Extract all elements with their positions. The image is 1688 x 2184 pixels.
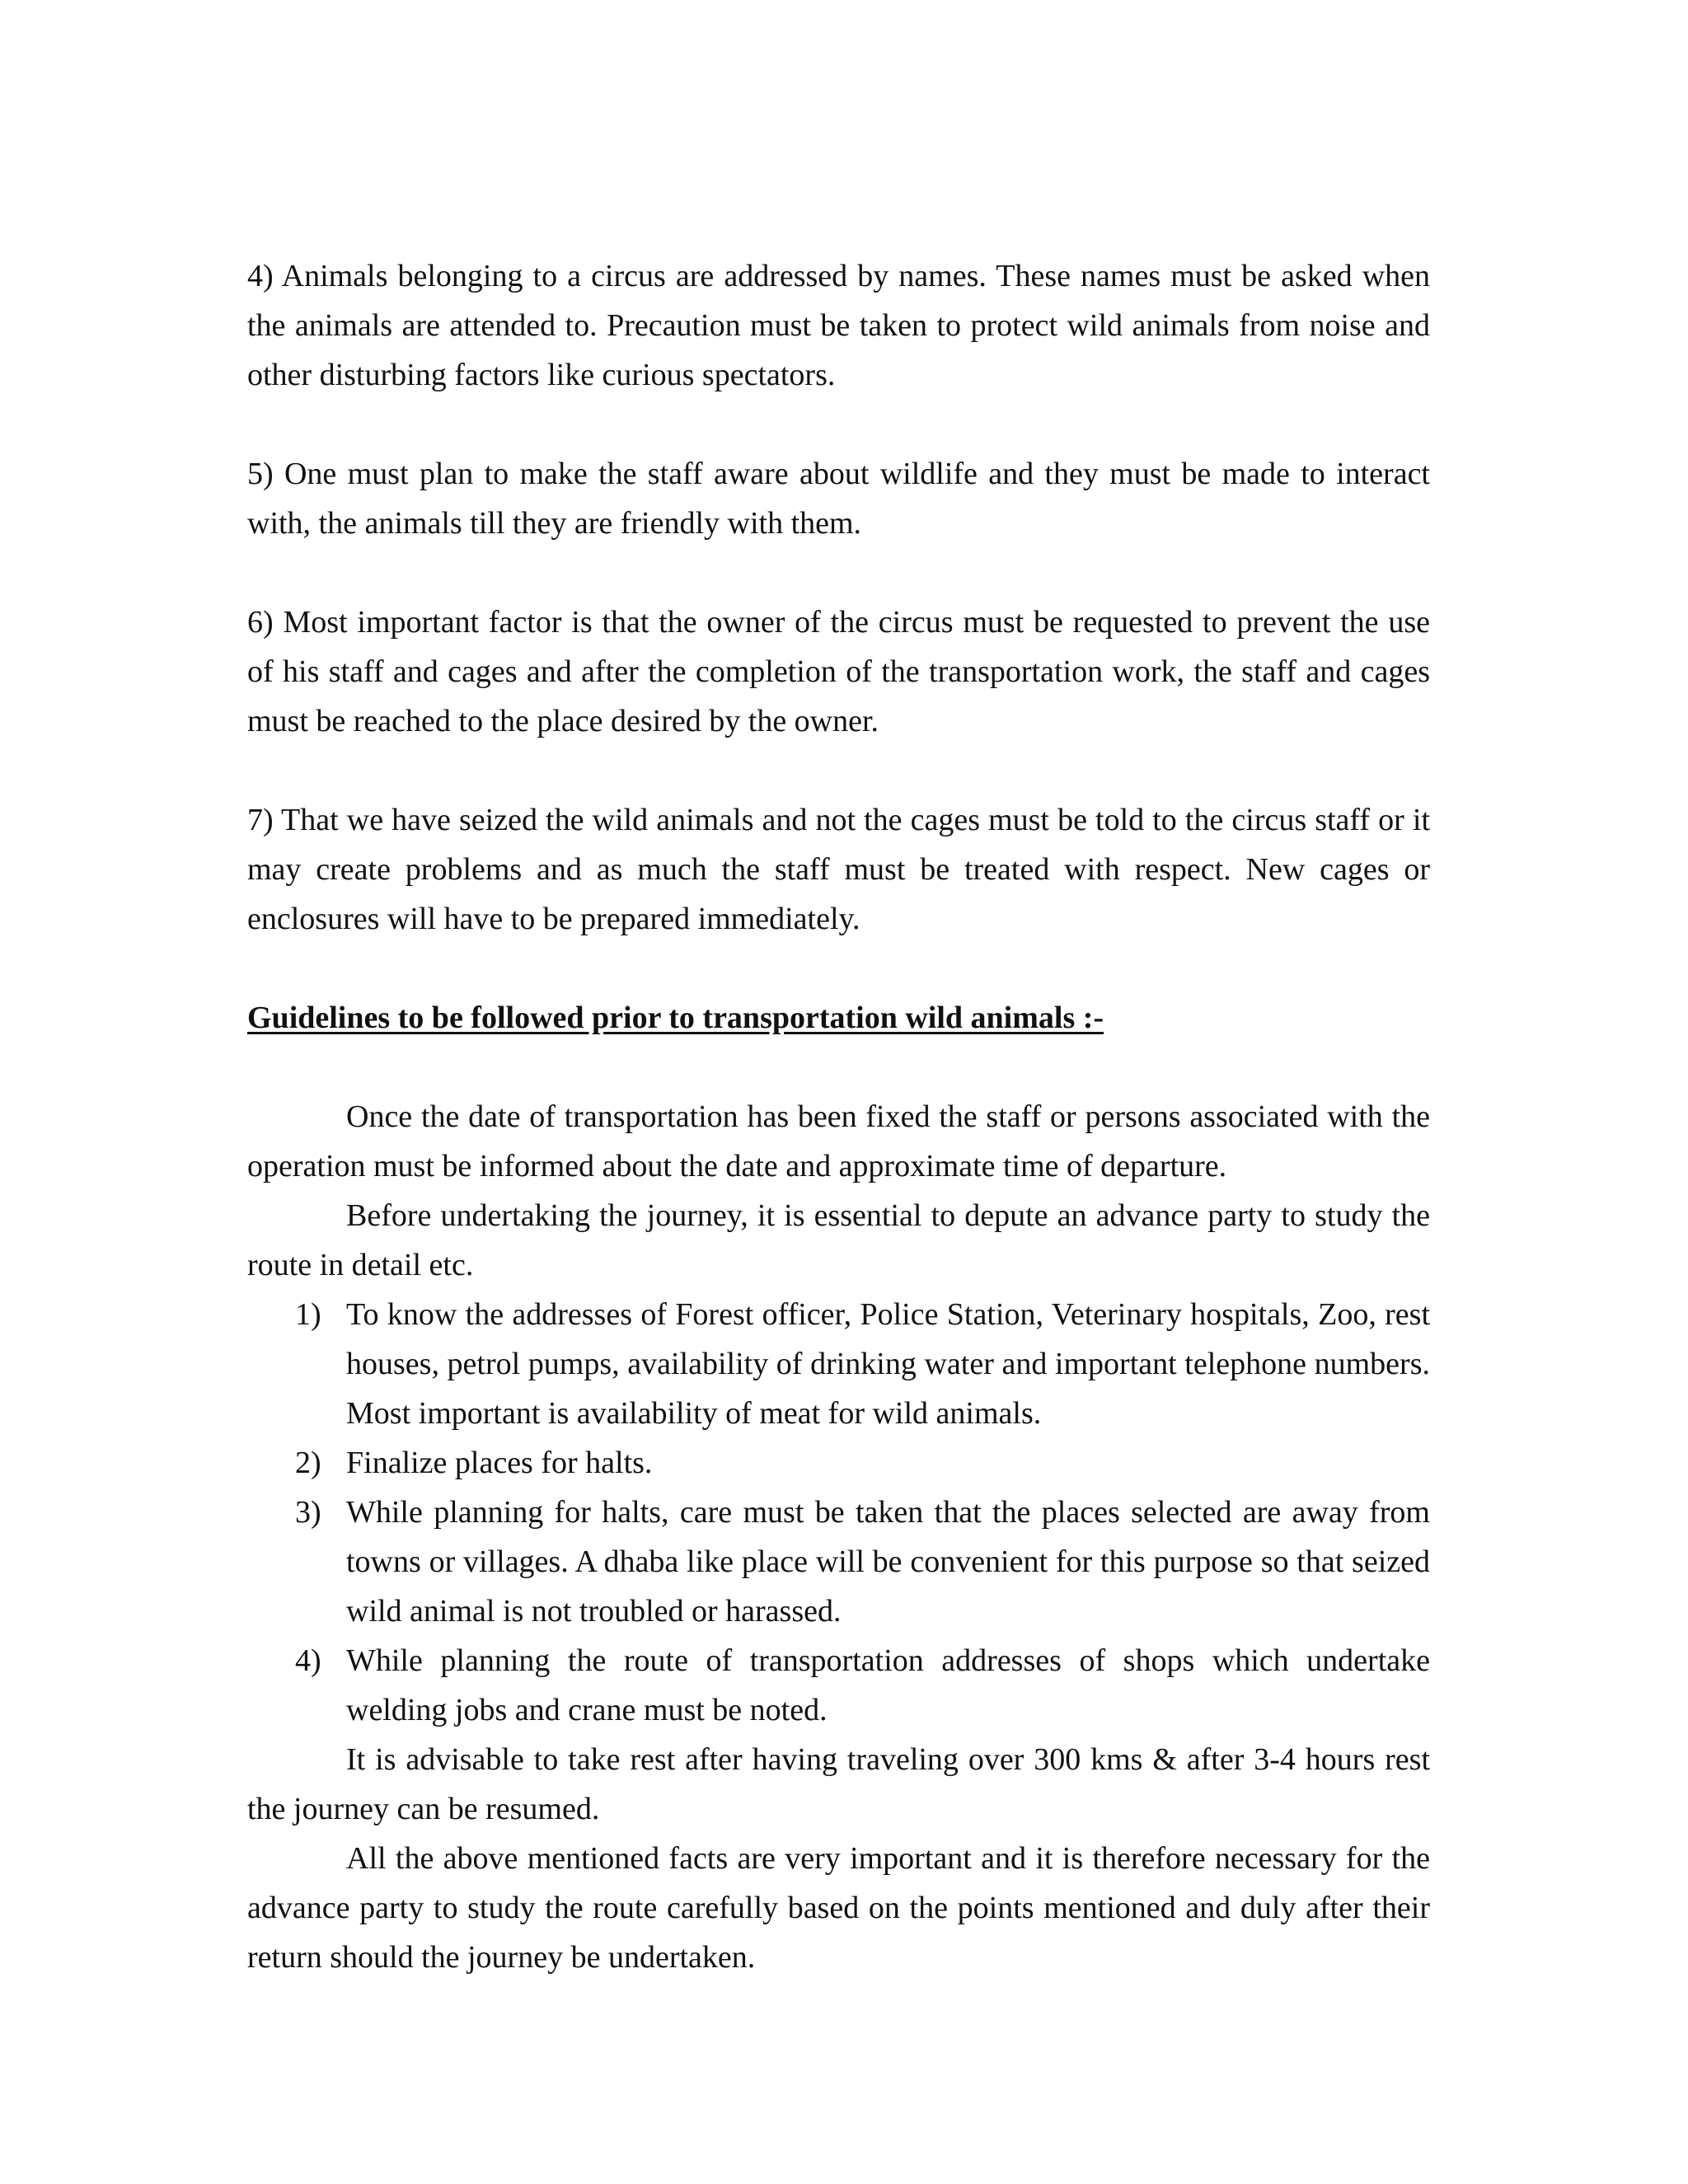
list-item-number: 2) <box>295 1446 321 1480</box>
list-item <box>247 1488 1430 1636</box>
closing-paragraph: All the above mentioned facts are very important and it is therefore necessary for the advance party to study the route carefully based on the points mentioned and duly after their return should the journey be undertaken. <box>247 1841 1430 1975</box>
list-item <box>247 1636 1430 1735</box>
list-item-text: To know the addresses of Forest officer, Police Station, Veterinary hospitals, Zoo, rest houses, petrol pumps, availability of drinking water and important telephone numbers. Most important is availability of meat for wild animals. <box>346 1297 1430 1431</box>
guidelines-intro-1: Once the date of transportation has been fixed the staff or persons associated with the operation must be informed about the date and approximate time of departure. <box>247 1099 1430 1183</box>
guidelines-list <box>247 1290 1430 1735</box>
list-item-number: 3) <box>295 1495 321 1530</box>
list-item <box>247 1438 1430 1488</box>
list-item-text: While planning for halts, care must be taken that the places selected are away from towns or villages. A dhaba like place will be convenient for this purpose so that seized wild animal is not troubled or harassed. <box>346 1495 1430 1629</box>
list-item-number: 4) <box>295 1643 321 1678</box>
rest-note-paragraph: It is advisable to take rest after having traveling over 300 kms & after 3-4 hours rest the journey can be resumed. <box>247 1742 1430 1826</box>
paragraph-7: 7) That we have seized the wild animals and not the cages must be told to the circus staff or it may create problems and as much the staff must be treated with respect. New cages or enclosures will have to be prepared immediately. <box>247 803 1430 936</box>
paragraph-4: 4) Animals belonging to a circus are addressed by names. These names must be asked when the animals are attended to. Precaution must be taken to protect wild animals from noise and other disturbing factors like curious spectators. <box>247 259 1430 392</box>
list-item-text: Finalize places for halts. <box>346 1446 653 1480</box>
guidelines-heading: Guidelines to be followed prior to transportation wild animals :- <box>247 1001 1104 1035</box>
list-item-number: 1) <box>295 1297 321 1332</box>
guidelines-intro-2: Before undertaking the journey, it is essential to depute an advance party to study the route in detail etc. <box>247 1198 1430 1282</box>
list-item <box>247 1290 1430 1438</box>
paragraph-6: 6) Most important factor is that the owner of the circus must be requested to prevent the use of his staff and cages and after the completion of the transportation work, the staff and cages must be reached to the place desired by the owner. <box>247 605 1430 738</box>
list-item-text: While planning the route of transportation addresses of shops which undertake welding jobs and crane must be noted. <box>346 1643 1430 1727</box>
paragraph-5: 5) One must plan to make the staff aware about wildlife and they must be made to interact with, the animals till they are friendly with them. <box>247 457 1430 541</box>
